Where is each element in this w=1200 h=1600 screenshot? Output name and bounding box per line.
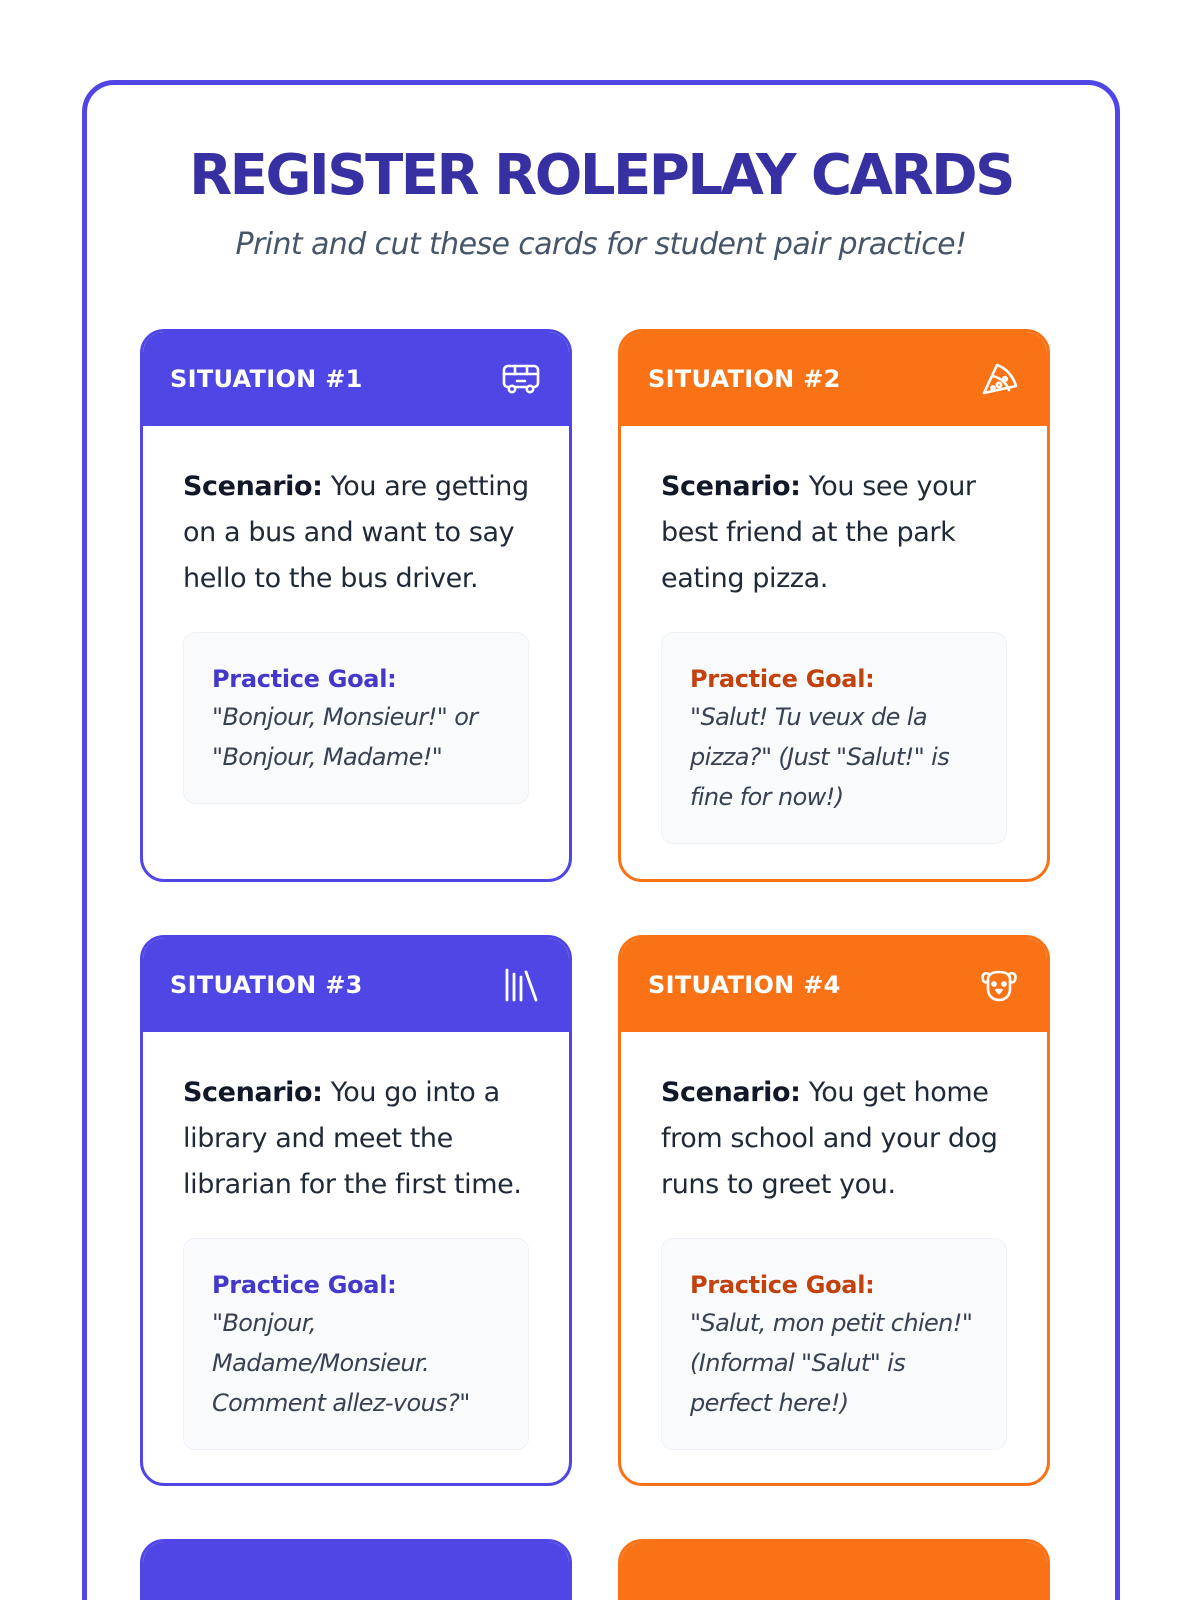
card-header	[143, 332, 569, 426]
practice-goal-label: Practice Goal:	[212, 1271, 397, 1299]
card-header	[143, 938, 569, 1032]
situation-card-1	[140, 329, 572, 882]
page-subtitle: Print and cut these cards for student pair practice!	[235, 227, 967, 262]
practice-goal-text: "Bonjour, Monsieur!" or "Bonjour, Madame!"	[212, 703, 478, 771]
card-header	[143, 1542, 569, 1600]
card-title: SITUATION #4	[648, 971, 841, 999]
scenario-text	[183, 464, 529, 602]
pizza-slice-icon	[979, 359, 1019, 399]
situation-card-2	[618, 329, 1050, 882]
practice-goal-box	[661, 632, 1007, 844]
practice-goal-label: Practice Goal:	[690, 665, 875, 693]
scenario-label: Scenario:	[183, 1077, 323, 1108]
scenario-description: You see your best friend at the park eating pizza.	[661, 471, 976, 594]
scenario-description: You are getting on a bus and want to say hello to the bus driver.	[183, 471, 529, 594]
situation-card-4	[618, 935, 1050, 1486]
page-title: REGISTER ROLEPLAY CARDS	[189, 143, 1013, 208]
roleplay-sheet	[82, 80, 1120, 1600]
scenario-text	[661, 1070, 1007, 1208]
scenario-label: Scenario:	[183, 471, 323, 502]
practice-goal-box	[183, 1238, 529, 1450]
scenario-label: Scenario:	[661, 1077, 801, 1108]
scenario-description: You get home from school and your dog runs to greet you.	[661, 1077, 998, 1200]
scenario-text	[183, 1070, 529, 1208]
card-title: SITUATION #1	[170, 365, 363, 393]
card-header	[621, 332, 1047, 426]
card-header	[621, 938, 1047, 1032]
practice-goal-box	[183, 632, 529, 804]
situation-card-3	[140, 935, 572, 1486]
scenario-label: Scenario:	[661, 471, 801, 502]
card-title: SITUATION #3	[170, 971, 363, 999]
situation-card-6-partial	[618, 1539, 1050, 1600]
practice-goal-label: Practice Goal:	[690, 1271, 875, 1299]
practice-goal-text: "Salut! Tu veux de la pizza?" (Just "Salut!" is fine for now!)	[690, 703, 950, 811]
card-title: SITUATION #2	[648, 365, 841, 393]
scenario-description: You go into a library and meet the librarian for the first time.	[183, 1077, 522, 1200]
card-header	[621, 1542, 1047, 1600]
dog-icon	[979, 965, 1019, 1005]
practice-goal-text: "Salut, mon petit chien!" (Informal "Salut" is perfect here!)	[690, 1309, 973, 1417]
bus-icon	[501, 359, 541, 399]
books-icon	[501, 965, 541, 1005]
practice-goal-box	[661, 1238, 1007, 1450]
practice-goal-label: Practice Goal:	[212, 665, 397, 693]
situation-card-5-partial	[140, 1539, 572, 1600]
scenario-text	[661, 464, 1007, 602]
practice-goal-text: "Bonjour, Madame/Monsieur. Comment allez-vous?"	[212, 1309, 470, 1417]
